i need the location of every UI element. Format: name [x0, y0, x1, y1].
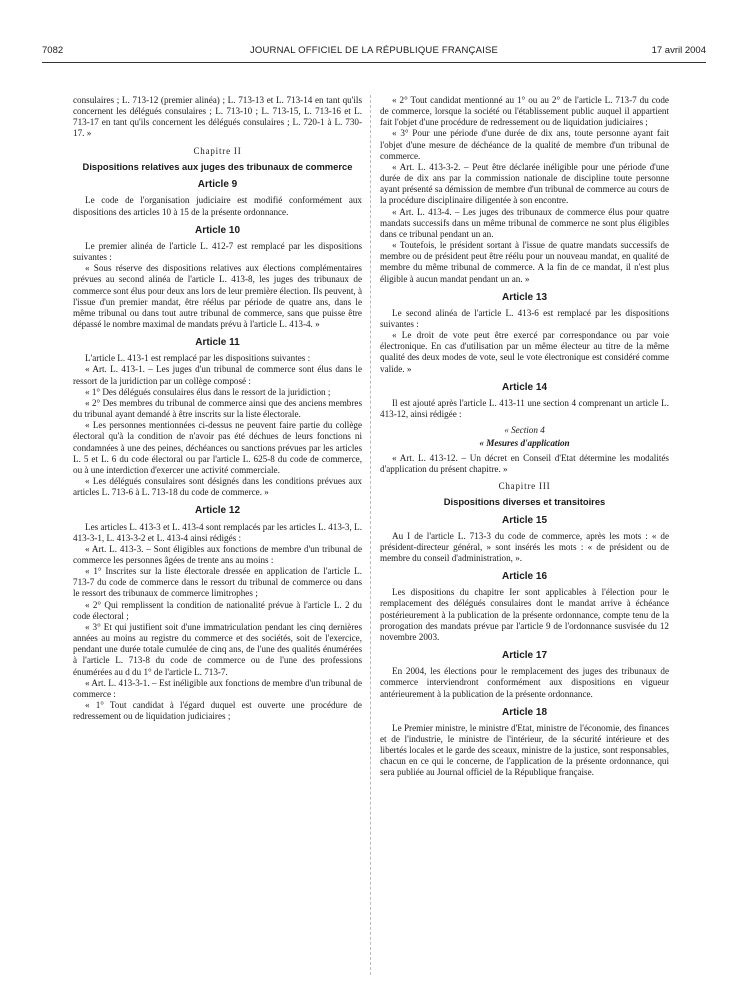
article-heading: Article 18	[501, 706, 548, 718]
article-heading: Article 17	[501, 650, 548, 662]
paragraph: « Sous réserve des dispositions relatives aux élections complémentaires prévues au second alinéa de l'article L. 413-8, les juges des tribunaux de commerce sont élus pour deux ans lors de leur première élection. Ils peuvent, à l'issue d'un premier mandat, être réélus par période de quatre ans, dans le même tribunal ou dans tout autre tribunal de commerce, sans que puisse être dépassé le nombre maximal de mandats prévu à l'article L. 413-4. »	[73, 263, 362, 329]
paragraph: L'article L. 413-1 est remplacé par les dispositions suivantes :	[85, 353, 311, 364]
paragraph: « Art. L. 413-4. – Les juges des tribunaux de commerce élus pour quatre mandats successifs dans un même tribunal de commerce ne sont plus éligibles dans ce tribunal pendant un an.	[380, 206, 669, 239]
paragraph: consulaires ; L. 713-12 (premier alinéa) ; L. 713-13 et L. 713-14 en tant qu'ils concernent les délégués consulaires ; L. 713-10 ; L. 713-15, L. 713-16 et L. 713-17 en tant qu'ils concernent les délégués consulaires ; L. 720-1 à L. 730-17. »	[73, 95, 362, 139]
chapter-title: Dispositions relatives aux juges des tribunaux de commerce	[82, 160, 353, 172]
left-column	[73, 95, 362, 722]
page-number: 7082	[42, 45, 64, 56]
chapter-title: Dispositions diverses et transitoires	[443, 496, 606, 507]
paragraph: « 2° Tout candidat mentionné au 1° ou au 2° de l'article L. 713-7 du code de commerce, lorsque la société ou l'établissement public auquel il appartient fait l'objet d'une procédure de redressement ou de liquidation judiciaires ;	[380, 95, 669, 128]
header-rule	[42, 62, 706, 63]
paragraph: « Art. L. 413-3. – Sont éligibles aux fonctions de membre d'un tribunal de commerce les personnes âgées de trente ans au moins :	[73, 543, 362, 565]
publication-date: 17 avril 2004	[651, 45, 706, 56]
article-heading: Article 9	[197, 179, 238, 191]
paragraph: « 1° Tout candidat à l'égard duquel est ouverte une procédure de redressement ou de liquidation judiciaires ;	[73, 700, 362, 722]
paragraph: Il est ajouté après l'article L. 413-11 une section 4 comprenant un article L. 413-12, ainsi rédigée :	[380, 397, 669, 420]
paragraph: « Le droit de vote peut être exercé par correspondance ou par voie électronique. En cas d'utilisation par un même électeur au titre de la même qualité des deux modes de vote, seul le vote électronique est considéré comme valide. »	[380, 330, 669, 374]
paragraph: « 1° Des délégués consulaires élus dans le ressort de la juridiction ;	[85, 386, 331, 397]
paragraph: « 1° Inscrites sur la liste électorale dressée en application de l'article L. 713-7 du code de commerce dans le ressort du tribunal de commerce ou dans le ressort des tribunaux de commerce limitrophes ;	[73, 566, 362, 599]
paragraph: En 2004, les élections pour le remplacement des juges des tribunaux de commerce interviendront conformément aux dispositions en vigueur antérieurement à la publication de la présente ordonnance.	[380, 666, 669, 699]
article-heading: Article 11	[195, 337, 240, 349]
paragraph: « 3° Pour une période d'une durée de dix ans, toute personne ayant fait l'objet d'une mesure de déchéance de la qualité de membre d'un tribunal de commerce.	[380, 128, 669, 161]
paragraph: Les articles L. 413-3 et L. 413-4 sont remplacés par les articles L. 413-3, L. 413-3-1, L. 413-3-2 et L. 413-4 ainsi rédigés :	[73, 521, 362, 543]
paragraph: « Les personnes mentionnées ci-dessus ne peuvent faire partie du collège électoral qu'à la condition de n'avoir pas été déchues de leurs fonctions ni condamnées à une des peines, déchéances ou sanctions prévues par les articles L. 5 et L. 6 du code électoral ou par l'article L. 625-8 du code de commerce, ou à une interdiction d'exercer une activité commerciale.	[73, 420, 362, 475]
paragraph: « Art. L. 413-3-2. – Peut être déclarée inéligible pour une période d'une durée de dix ans par la commission nationale de discipline toute personne ayant présenté sa démission de membre d'un tribunal de commerce au cours de la procédure disciplinaire diligentée à son encontre.	[380, 161, 669, 206]
article-heading: Article 13	[501, 291, 548, 303]
paragraph: Le second alinéa de l'article L. 413-6 est remplacé par les dispositions suivantes :	[380, 307, 669, 329]
article-heading: Article 14	[501, 381, 548, 393]
paragraph: Le code de l'organisation judiciaire est modifié conformément aux dispositions des articles 10 à 15 de la présente ordonnance.	[73, 195, 362, 217]
article-heading: Article 15	[501, 514, 548, 526]
article-heading: Article 16	[501, 571, 548, 583]
column-separator	[370, 95, 371, 975]
paragraph: Les dispositions du chapitre Ier sont applicables à l'élection pour le remplacement des délégués consulaires dont le mandat arrive à échéance postérieurement à la publication de la présente ordonnance, compte tenu de la prorogation des mandats prévue par l'article 9 de l'ordonnance susvisée du 12 novembre 2003.	[380, 587, 669, 642]
section-title: « Mesures d'application	[479, 438, 570, 449]
paragraph: Au I de l'article L. 713-3 du code de commerce, après les mots : « de président-directeur général, » sont insérés les mots : « de président ou de membre du conseil d'administration, ».	[380, 530, 669, 563]
paragraph: Le Premier ministre, le ministre d'Etat, ministre de l'économie, des finances et de l'industrie, le ministre de l'intérieur, de la sécurité intérieure et des libertés locales et le garde des sceaux, ministre de la justice, sont responsables, chacun en ce qui le concerne, de l'application de la présente ordonnance, qui sera publiée au Journal officiel de la République française.	[380, 722, 669, 778]
page-header	[42, 45, 706, 61]
journal-title: JOURNAL OFFICIEL DE LA RÉPUBLIQUE FRANÇAISE	[249, 45, 499, 56]
article-heading: Article 10	[194, 224, 241, 236]
chapter-label: Chapitre II	[193, 145, 242, 156]
paragraph: « Les délégués consulaires sont désignés dans les conditions prévues aux articles L. 713-6 à L. 713-18 du code de commerce. »	[73, 476, 362, 498]
paragraph: « Art. L. 413-3-1. – Est inéligible aux fonctions de membre d'un tribunal de commerce :	[73, 677, 362, 699]
paragraph: Le premier alinéa de l'article L. 412-7 est remplacé par les dispositions suivantes :	[73, 240, 362, 263]
paragraph: « Art. L. 413-12. – Un décret en Conseil d'Etat détermine les modalités d'application du présent chapitre. »	[380, 452, 669, 474]
paragraph: « 3° Et qui justifient soit d'une immatriculation pendant les cinq dernières années au moins au registre du commerce et des sociétés, soit de l'exercice, pendant une durée totale cumulée de cinq ans, de l'une des qualités énumérées à l'article L. 713-8 du code de commerce ou de l'une des professions énumérées au d du 1° de l'article L. 713-7.	[73, 621, 362, 677]
paragraph: « Toutefois, le président sortant à l'issue de quatre mandats successifs de membre ou de président peut être réélu pour un nouveau mandat, en qualité de membre du même tribunal de commerce. A la fin de ce mandat, il n'est plus éligible à aucun mandat pendant un an. »	[380, 240, 669, 284]
right-column	[380, 95, 669, 779]
paragraph: « Art. L. 413-1. – Les juges d'un tribunal de commerce sont élus dans le ressort de la juridiction par un collège composé :	[73, 364, 362, 386]
article-heading: Article 12	[194, 505, 241, 517]
section-label: « Section 4	[504, 425, 545, 436]
paragraph: « 2° Des membres du tribunal de commerce ainsi que des anciens membres du tribunal ayant demandé à être inscrits sur la liste électorale.	[73, 397, 362, 420]
chapter-label: Chapitre III	[498, 480, 551, 491]
paragraph: « 2° Qui remplissent la condition de nationalité prévue à l'article L. 2 du code électoral ;	[73, 599, 362, 621]
